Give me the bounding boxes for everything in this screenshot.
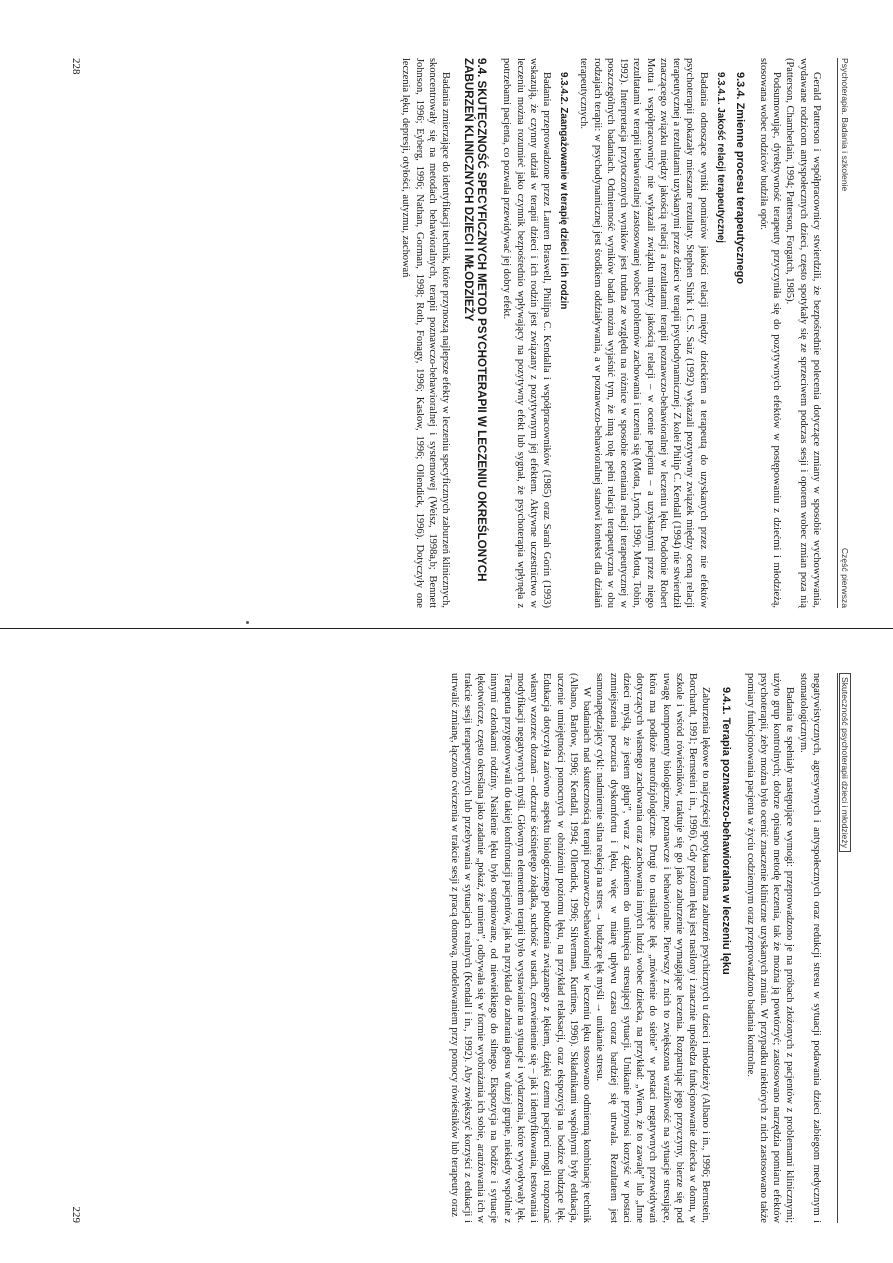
section-heading: 9.4.1. Terapia poznawczo-behawioralna w leczeniu lęku xyxy=(720,687,733,975)
page-number: 228 xyxy=(70,58,82,75)
running-head xyxy=(838,58,850,608)
paragraph: W badaniach nad skutecznością terapii poznawczo-behawioralnej w leczeniu lęku stosowano odmienną kombinację technik (Albano, Barlow, 1996; Kendall, 1994; Ollendick, 1996; Silverman, Kurtines, 1996). Składnikami wspólnymi były edukacja, uczenie umiejętności pomocnych w obniżeniu poziomu lęku, na przykład relaksacji, oraz ekspozycja na bodźce budzące lęk. Edukacja dotyczyła zarówno aspektu biologicznego pobudzenia związanego z lękiem, dzięki czemu pacjenci mogli rozpoznać własny wzorzec doznań – odczucie ściśniętego żołądka, suchość w ustach, czerwienienie się – jak i identyfikowania, testowania i modyfikacji negatywnych myśli. Głównym elementem terapii było wystawianie na sytuacje i wydarzenia, które wywoływały lęk. Terapeuta przygotowywali do takiej konfrontacji pacjentów, jak na przykład do zabrania głosu w dużej grupie, niekiedy wspólnie z innymi członkami rodziny. Nasilenie lęku było stopniowane, od niewielkiego do silnego. Ekspozycja na bodźce i sytuacje lękotwórcze, często określana jako zadanie „pokaż, że umiem”, odbywała się w formie wyobrażania ich sobie, aranżowania ich w trakcie sesji terapeutycznych lub przebywania w sytuacjach realnych (Kendall i in., 1992). Aby zwiększyć korzyści z edukacji i utrwalić zmianę, łączono ćwiczenia w trakcie sesji z pracą domową, modelowaniem przy pomocy rówieśników lub terapeuty oraz xyxy=(448,673,593,1223)
paragraph: Podsumowując, dyrektywność terapeuty przyczyniła się do pozytywnych efektów w postępowaniu z dziećmi i młodzieżą, stosowana wobec rodziców budziła opór. xyxy=(758,58,783,608)
running-head-right: Część pierwsza xyxy=(840,547,850,608)
paragraph: Gerald Patterson i współpracownicy stwierdzili, że bezpośrednie polecenia dotyczące zmiany w sposobie wychowywania, wydawane rodzicom antyspołecznych dzieci, często spotykały się ze sprzeciwem podczas sesji i oporem wobec zmian poza nią (Patterson, Chamberlain, 1994; Patterson, Forgatch, 1985). xyxy=(784,58,822,608)
left-page-228 xyxy=(70,58,850,608)
paragraph: Badania przeprowadzone przez Lauren Braswell, Philipa C. Kendalla i współpracowników (1985) oraz Sarah Gorin (1993) wskazują, że czynny udział w terapii dzieci i ich rodzin jest związany z pozytywnym jej efektem. Aktywne uczestnictwo w leczeniu można rozumieć jako czynnik bezpośrednio wpływający na pozytywny efekt lub sygnał, że psychoterapia wpłynęła z potrzebami pacjenta, co pozwala przewidywać jej dobry efekt. xyxy=(501,58,553,608)
right-page-229 xyxy=(70,673,850,1223)
paragraph: Badania te spełniały następujące wymogi: przeprowadzono je na próbach złożonych z pacjentów z problemami klinicznymi; użyto grup kontrolnych; dobrze opisano metodę leczenia, tak że można ją powtórzyć; zastosowano narzędzia pomiaru efektów psychoterapii, żeby można było ocenić znaczenie kliniczne uzyskanych zmian. W przypadku niektórych z nich zastosowano także pomiary funkcjonowania pacjenta w życiu codziennym oraz przeprowadzono badania kontrolne. xyxy=(744,673,796,1223)
subsection-heading: 9.3.4.1. Jakość relacji terapeutycznej xyxy=(714,72,726,244)
page-number: 229 xyxy=(70,1206,82,1223)
running-head xyxy=(838,673,850,1223)
subsection-heading: 9.3.4.2. Zaangażowanie w terapię dzieci i ich rodzin xyxy=(558,72,570,310)
running-head-left xyxy=(840,673,850,852)
section-heading: 9.3.4. Zmienne procesu terapeutycznego xyxy=(733,72,746,285)
scan-speck xyxy=(246,621,249,624)
page-divider xyxy=(0,628,893,629)
paragraph: Badania odnoszące wyniki pomiarów jakości relacji między dzieckiem a terapeutą do uzyskanych przez nie efektów psychoterapii pokazały mieszane rezultaty. Stephen Shirk i C.S. Saiz (1992) wykazali pozytywny związek między oceną relacji terapeutycznej a rezultatami uzyskanymi przez dzieci w terapii psychodynamicznej. Z kolei Philip C. Kendall (1994) nie stwierdził znaczącego związku między jakością relacji a rezultatami terapii poznawczo-behawioralnej w leczeniu lęku. Podobnie Robert Motta i współpracownicy nie wykazali związku między jakością relacji – w ocenie pacjenta – a uzyskanymi przez niego rezultatami w terapii behawioralnej zastosowanej wobec problemów zachowania i uczenia się (Motta, Lynch, 1990; Motta, Tobin, 1992). Interpretacja przytoczonych wyników jest trudna ze względu na różnice w sposobie oceniania relacji terapeutycznej w poszczególnych badaniach. Odmienność wyników badań można wyjaśnić tym, że inną rolę pełni relacja terapeutyczna w obu rodzajach terapii: w psychodynamicznej jest środkiem oddziaływania, a w poznawczo-behawioralnej stanowi kontekst dla działań terapeutycznych. xyxy=(578,58,709,608)
running-head-title: Skuteczność psychoterapii dzieci i młodzieży xyxy=(839,673,851,852)
paragraph: negatywistycznych, agresywnych i antyspołecznych oraz redukcji stresu w sytuacji podawania dzieci zabiegom medycznym i stomatologicznym. xyxy=(797,673,822,1223)
running-head-left: Psychoterapia. Badania i szkolenie xyxy=(840,58,850,192)
chapter-section-heading: 9.4. SKUTECZNOŚĆ SPECYFICZNYCH METOD PSYCHOTERAPII W LECZENIU OKREŚLONYCH ZABURZEŃ KLINICZNYCH DZIECI I MŁODZIEŻY xyxy=(461,58,489,582)
paragraph: Zaburzenia lękowe to najczęściej spotykana forma zaburzeń psychicznych u dzieci i młodzieży (Albano i in., 1996; Bernstein, Borchardt, 1991; Bernstein i in., 1996). Gdy poziom lęku jest nasilony i znacznie upośledza funkcjonowanie dziecka w domu, w szkole i wśród rówieśników, traktuje się go jako zaburzenie wymagające leczenia. Rozpatrując jego przyczyny, bierze się pod uwagę komponenty biologiczne, poznawcze i behawioralne. Pierwszy z nich to zwiększona wrażliwość na sytuacje stresujące, która ma podłoże neurofizjologiczne. Drugi to nasilające lęk „mówienie do siebie” w postaci negatywnych przewidywań dotyczących własnego zachowania oraz zachowania innych ludzi wobec dziecka, na przykład: „Wiem, że to zawalę” lub „Inne dzieci myślą, że jestem głupi”, wraz z dążeniem do uniknięcia stresującej sytuacji. Unikanie przynosi korzyść w postaci zmniejszenia poczucia dyskomfortu i lęku, więc w miarę upływu czasu coraz bardziej się utrwala. Rezultatem jest samonapędzający cykl: nadmiernie silna reakcja na stres → budzące lęk myśli → unikanie stresu. xyxy=(594,673,712,1223)
paragraph: Badania zmierzające do identyfikacji technik, które przynoszą najlepsze efekty w leczeniu specyficznych zaburzeń klinicznych, skoncentrowały się na metodach behawioralnych, terapii poznawczo-behawioralnej i systemowej (Weisz, 1998a,b; Bennett Johnson, 1996; Eyberg, 1996; Nathan, Gorman, 1998; Roth, Fonagy, 1996; Kaslow, 1996; Ollendick, 1996). Dotyczyły one leczenia lęku, depresji, otyłości, autyzmu, zachowań xyxy=(400,58,452,608)
